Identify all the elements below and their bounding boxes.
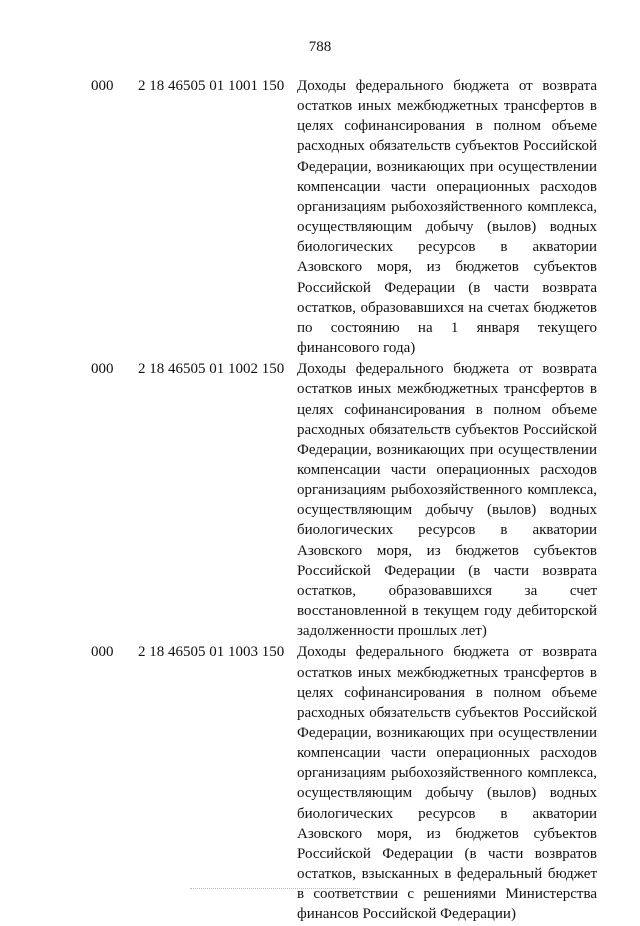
- kbk-code: 2 18 46505 01 1001 150: [138, 78, 285, 94]
- kbk-code: 2 18 46505 01 1003 150: [138, 644, 285, 661]
- income-description: Доходы федерального бюджета от возврата остатков иных межбюджетных трансфертов в целях софинансирования в полном объеме расходных обязательств субъектов Российской Федерации, возникающих при осуществлении компенсации части операционных расходов организациям рыбохозяйственного комплекса, осуществляющим добычу (вылов) водных биологических ресурсов в акватории Азовского моря, из бюджетов субъектов Российской Федерации (в части возврата остатков, образовавшихся на счетах бюджетов по состоянию на 1 января текущего финансового года): [297, 78, 597, 357]
- admin-code: 000: [91, 644, 114, 661]
- table-row: [0, 642, 640, 924]
- scan-artifact-line: [190, 888, 360, 889]
- table-row: [0, 76, 640, 358]
- table-row: [0, 359, 640, 641]
- admin-code: 000: [91, 361, 114, 378]
- income-description: Доходы федерального бюджета от возврата остатков иных межбюджетных трансфертов в целях софинансирования в полном объеме расходных обязательств субъектов Российской Федерации, возникающих при осуществлении компенсации части операционных расходов организациям рыбохозяйственного комплекса, осуществляющим добычу (вылов) водных биологических ресурсов в акватории Азовского моря, из бюджетов субъектов Российской Федерации (в части возвратов остатков, взысканных в федеральный бюджет в соответствии с решениями Министерства финансов Российской Федерации): [297, 644, 597, 923]
- budget-code-table: [0, 76, 640, 926]
- kbk-code: 2 18 46505 01 1002 150: [138, 361, 285, 378]
- income-description: Доходы федерального бюджета от возврата остатков иных межбюджетных трансфертов в целях софинансирования в полном объеме расходных обязательств субъектов Российской Федерации, возникающих при осуществлении компенсации части операционных расходов организациям рыбохозяйственного комплекса, осуществляющим добычу (вылов) водных биологических ресурсов в акватории Азовского моря, из бюджетов субъектов Российской Федерации (в части возврата остатков, образовавшихся за счет восстановленной в текущем году дебиторской задолженности прошлых лет): [297, 361, 597, 640]
- page-number: 788: [308, 39, 332, 55]
- admin-code: 000: [91, 78, 114, 94]
